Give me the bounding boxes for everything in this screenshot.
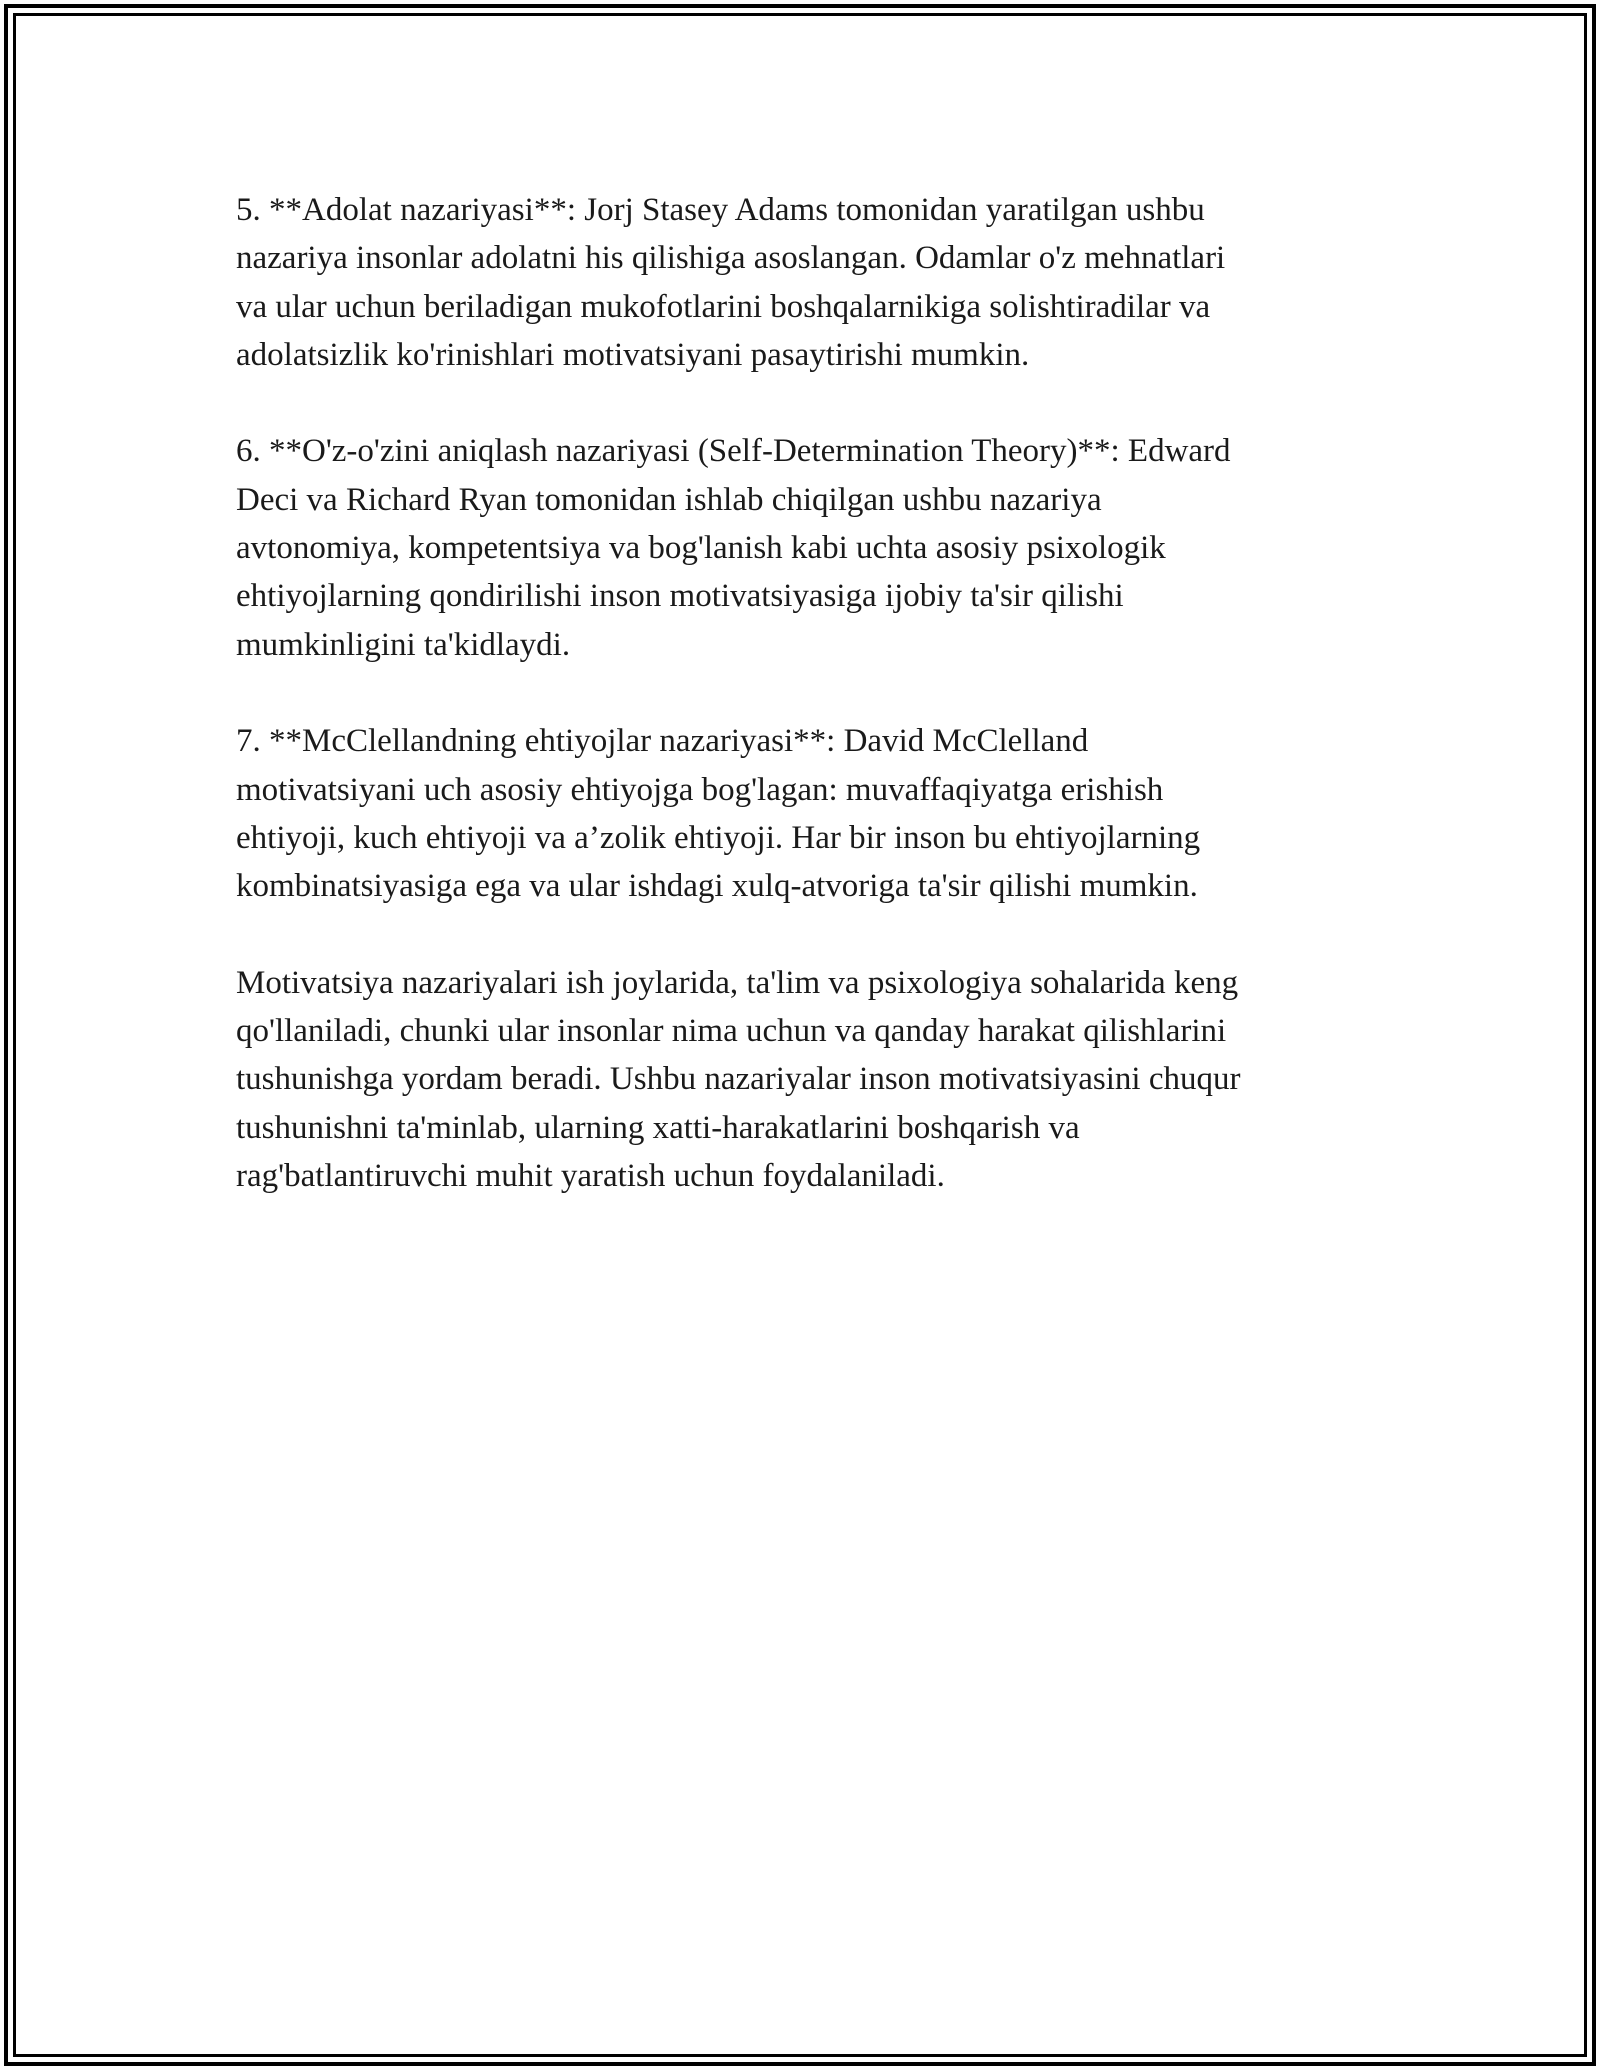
paragraph-conclusion — [236, 959, 1366, 1200]
text-line: nazariya insonlar adolatni his qilishiga asoslangan. Odamlar o'z mehnatlari — [236, 240, 1226, 277]
text-line: ehtiyojlarning qondirilishi inson motivatsiyasiga ijobiy ta'sir qilishi — [236, 578, 1124, 615]
text-line: qo'llaniladi, chunki ular insonlar nima uchun va qanday harakat qilishlarini — [236, 1013, 1227, 1050]
text-line: adolatsizlik ko'rinishlari motivatsiyani pasaytirishi mumkin. — [236, 336, 1030, 373]
text-line: mumkinligini ta'kidlaydi. — [236, 626, 571, 663]
text-line: tushunishni ta'minlab, ularning xatti-harakatlarini boshqarish va — [236, 1109, 1080, 1146]
text-line: 6. **O'z-o'zini aniqlash nazariyasi (Self-Determination Theory)**: Edward — [236, 433, 1231, 470]
text-line: tushunishga yordam beradi. Ushbu nazariyalar inson motivatsiyasini chuqur — [236, 1061, 1241, 1098]
text-line: avtonomiya, kompetentsiya va bog'lanish kabi uchta asosiy psixologik — [236, 530, 1166, 567]
text-line: Motivatsiya nazariyalari ish joylarida, ta'lim va psixologiya sohalarida keng — [236, 964, 1239, 1001]
text-line: ehtiyoji, kuch ehtiyoji va a’zolik ehtiyoji. Har bir inson bu ehtiyojlarning — [236, 819, 1201, 856]
text-line: rag'batlantiruvchi muhit yaratish uchun foydalaniladi. — [236, 1157, 945, 1194]
paragraph-mcclelland-needs-theory — [236, 717, 1366, 910]
text-line: Deci va Richard Ryan tomonidan ishlab chiqilgan ushbu nazariya — [236, 481, 1102, 518]
text-line: 5. **Adolat nazariyasi**: Jorj Stasey Adams tomonidan yaratilgan ushbu — [236, 192, 1205, 228]
text-line: 7. **McClellandning ehtiyojlar nazariyasi**: David McClelland — [236, 723, 1089, 760]
document-body — [236, 186, 1366, 1200]
paragraph-adolat-nazariyasi — [236, 186, 1366, 379]
text-line: kombinatsiyasiga ega va ular ishdagi xulq-atvoriga ta'sir qilishi mumkin. — [236, 868, 1198, 905]
paragraph-self-determination-theory — [236, 427, 1366, 668]
text-line: va ular uchun beriladigan mukofotlarini boshqalarnikiga solishtiradilar va — [236, 288, 1211, 325]
text-line: motivatsiyani uch asosiy ehtiyojga bog'lagan: muvaffaqiyatga erishish — [236, 771, 1164, 808]
